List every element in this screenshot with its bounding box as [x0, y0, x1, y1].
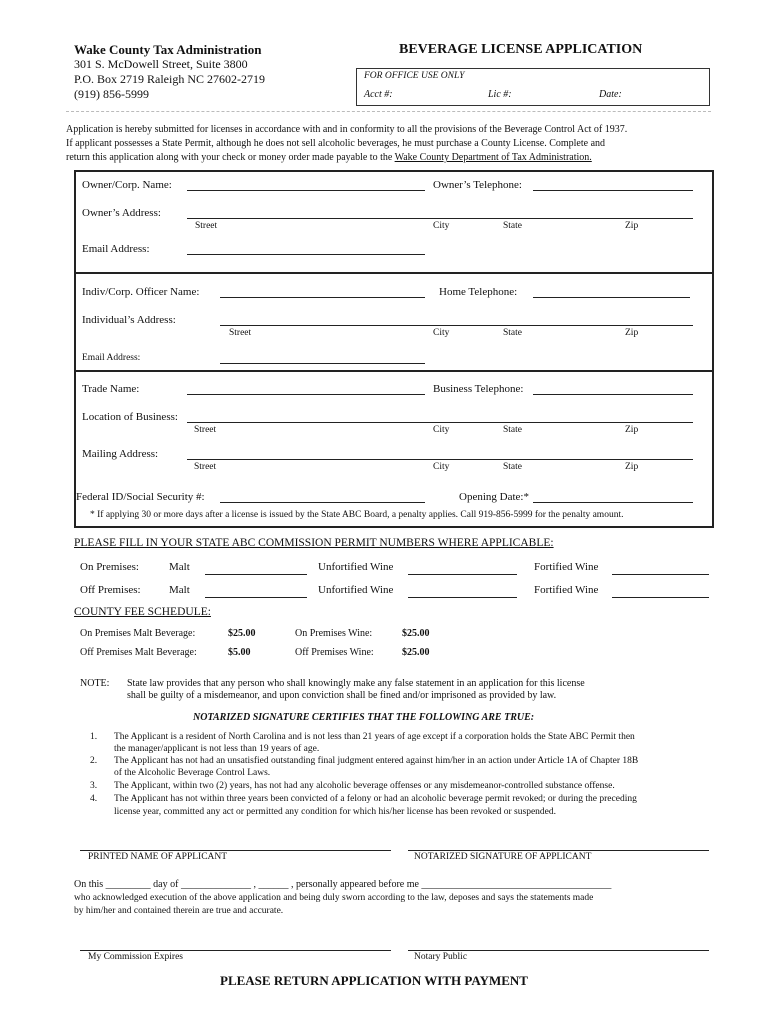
location-state-caption: State — [503, 425, 522, 435]
printed-name-caption: PRINTED NAME OF APPLICANT — [88, 852, 228, 862]
payee-name: Wake County Department of Tax Administration. — [394, 152, 592, 163]
fedid-field[interactable] — [220, 502, 425, 503]
item-3-number: 3. — [90, 781, 98, 791]
officer-email-label: Email Address: — [82, 353, 141, 363]
mailing-field[interactable] — [187, 459, 693, 460]
home-phone-label: Home Telephone: — [439, 286, 518, 298]
off-malt-field[interactable] — [205, 597, 307, 598]
on-fortified-label: Fortified Wine — [534, 561, 599, 573]
location-label: Location of Business: — [82, 411, 178, 423]
org-address-line1: 301 S. McDowell Street, Suite 3800 — [74, 57, 248, 71]
officer-city-caption: City — [433, 328, 450, 338]
owner-street-caption: Street — [195, 221, 218, 231]
note-line1: State law provides that any person who shall knowingly make any false statement in an application for this license — [127, 678, 585, 689]
form-title: BEVERAGE LICENSE APPLICATION — [399, 42, 643, 57]
on-unfortified-field[interactable] — [408, 574, 517, 575]
intro-line3-text: return this application along with your check or money order made payable to the — [66, 152, 395, 163]
item-2-line2: of the Alcoholic Beverage Control Laws. — [114, 768, 271, 778]
note-line2: shall be guilty of a misdemeanor, and upon conviction shall be fined and/or imprisoned as provided by law. — [127, 690, 557, 701]
mailing-zip-caption: Zip — [625, 462, 639, 472]
owner-name-label: Owner/Corp. Name: — [82, 179, 172, 191]
on-premises-label: On Premises: — [80, 561, 139, 573]
org-address-line2: P.O. Box 2719 Raleigh NC 27602-2719 — [74, 72, 266, 86]
on-unfortified-label: Unfortified Wine — [318, 561, 394, 573]
officer-address-field[interactable] — [220, 325, 693, 326]
printed-name-line[interactable] — [80, 850, 391, 851]
intro-line1: Application is hereby submitted for licenses in accordance with and in conformity to all the provisions of the Beverage Control Act of 1937. — [66, 124, 628, 135]
trade-name-label: Trade Name: — [82, 383, 140, 395]
officer-street-caption: Street — [229, 328, 252, 338]
item-1-number: 1. — [90, 732, 98, 742]
on-this-line: On this _________ day of ______________ , ______ , personally appeared before me ______________________________________ — [74, 879, 612, 890]
item-1-line1: The Applicant is a resident of North Carolina and is not less than 21 years of age except if a corporation holds the State ABC Permit then — [114, 732, 635, 742]
intro-line2: If applicant possesses a State Permit, although he does not sell alcoholic beverages, he must purchase a County License. Complete and — [66, 138, 606, 149]
fedid-label: Federal ID/Social Security #: — [76, 491, 205, 503]
lic-label: Lic #: — [488, 89, 512, 100]
officer-address-label: Individual’s Address: — [82, 314, 176, 326]
off-fortified-label: Fortified Wine — [534, 584, 599, 596]
off-unfortified-field[interactable] — [408, 597, 517, 598]
fee-off-malt-amount: $5.00 — [228, 647, 251, 658]
owner-zip-caption: Zip — [625, 221, 639, 231]
owner-address-field[interactable] — [187, 218, 693, 219]
business-phone-label: Business Telephone: — [433, 383, 524, 395]
trade-name-field[interactable] — [187, 394, 425, 395]
item-2-number: 2. — [90, 756, 98, 766]
on-malt-label: Malt — [169, 561, 190, 573]
commission-caption: My Commission Expires — [88, 952, 184, 962]
acct-label: Acct #: — [364, 89, 393, 100]
item-1-line2: the manager/applicant is not less than 19 years of age. — [114, 744, 320, 754]
home-phone-field[interactable] — [533, 297, 690, 298]
location-field[interactable] — [187, 422, 693, 423]
owner-state-caption: State — [503, 221, 522, 231]
on-malt-field[interactable] — [205, 574, 307, 575]
return-footer: PLEASE RETURN APPLICATION WITH PAYMENT — [220, 973, 528, 988]
permits-heading: PLEASE FILL IN YOUR STATE ABC COMMISSION PERMIT NUMBERS WHERE APPLICABLE: — [74, 537, 554, 549]
date-label: Date: — [599, 89, 622, 100]
owner-city-caption: City — [433, 221, 450, 231]
business-phone-field[interactable] — [533, 394, 693, 395]
item-4-number: 4. — [90, 794, 98, 804]
fee-off-malt-label: Off Premises Malt Beverage: — [80, 647, 197, 658]
location-zip-caption: Zip — [625, 425, 639, 435]
fee-off-wine-amount: $25.00 — [402, 647, 430, 658]
office-use-box — [356, 68, 710, 106]
officer-zip-caption: Zip — [625, 328, 639, 338]
penalty-note: * If applying 30 or more days after a license is issued by the State ABC Board, a penalty applies. Call 919-856-5999 for the penalty amount. — [90, 510, 624, 520]
item-4-line2: license year, committed any act or permitted any condition for which his/her license has been revoked or suspended. — [114, 807, 557, 817]
intro-line3 — [66, 152, 592, 163]
on-fortified-field[interactable] — [612, 574, 709, 575]
location-street-caption: Street — [194, 425, 217, 435]
note-label: NOTE: — [80, 678, 110, 689]
off-premises-label: Off Premises: — [80, 584, 141, 596]
mailing-city-caption: City — [433, 462, 450, 472]
off-malt-label: Malt — [169, 584, 190, 596]
commission-line[interactable] — [80, 950, 391, 951]
officer-name-field[interactable] — [220, 297, 425, 298]
off-unfortified-label: Unfortified Wine — [318, 584, 394, 596]
opening-date-label: Opening Date:* — [459, 491, 529, 503]
owner-phone-label: Owner’s Telephone: — [433, 179, 522, 191]
notarized-signature-caption: NOTARIZED SIGNATURE OF APPLICANT — [414, 852, 592, 862]
mailing-street-caption: Street — [194, 462, 217, 472]
fee-on-wine-label: On Premises Wine: — [295, 628, 373, 639]
fee-heading: COUNTY FEE SCHEDULE: — [74, 606, 211, 618]
fee-on-malt-label: On Premises Malt Beverage: — [80, 628, 196, 639]
mailing-state-caption: State — [503, 462, 522, 472]
header-divider — [66, 111, 711, 112]
owner-name-field[interactable] — [187, 190, 425, 191]
notary-line[interactable] — [408, 950, 709, 951]
org-name: Wake County Tax Administration — [74, 42, 262, 57]
acknowledge-line2: by him/her and contained therein are true and accurate. — [74, 906, 284, 916]
notarized-signature-line[interactable] — [408, 850, 709, 851]
fee-on-malt-amount: $25.00 — [228, 628, 256, 639]
off-fortified-field[interactable] — [612, 597, 709, 598]
opening-date-field[interactable] — [533, 502, 693, 503]
org-phone: (919) 856-5999 — [74, 87, 149, 101]
item-4-line1: The Applicant has not within three years been convicted of a felony or had an alcoholic beverage permit revoked; or during the preceding — [114, 794, 637, 804]
fee-on-wine-amount: $25.00 — [402, 628, 430, 639]
notary-caption: Notary Public — [414, 952, 468, 962]
officer-state-caption: State — [503, 328, 522, 338]
owner-email-label: Email Address: — [82, 243, 150, 255]
owner-address-label: Owner’s Address: — [82, 207, 161, 219]
item-2-line1: The Applicant has not had an unsatisfied outstanding final judgment entered against him/her in an action under Article 1A of Chapter 18B — [114, 756, 639, 766]
mailing-label: Mailing Address: — [82, 448, 159, 460]
item-3-line1: The Applicant, within two (2) years, has not had any alcoholic beverage offenses or any misdemeanor-controlled substance offense. — [114, 781, 615, 791]
officer-name-label: Indiv/Corp. Officer Name: — [82, 286, 200, 298]
notarized-heading: NOTARIZED SIGNATURE CERTIFIES THAT THE FOLLOWING ARE TRUE: — [193, 712, 535, 723]
officer-email-field[interactable] — [220, 363, 425, 364]
acknowledge-line1: who acknowledged execution of the above application and being duly sworn according to the law, deposes and says the statements made — [74, 893, 594, 903]
location-city-caption: City — [433, 425, 450, 435]
owner-email-field[interactable] — [187, 254, 425, 255]
office-use-label: FOR OFFICE USE ONLY — [364, 71, 465, 81]
fee-off-wine-label: Off Premises Wine: — [295, 647, 374, 658]
owner-phone-field[interactable] — [533, 190, 693, 191]
